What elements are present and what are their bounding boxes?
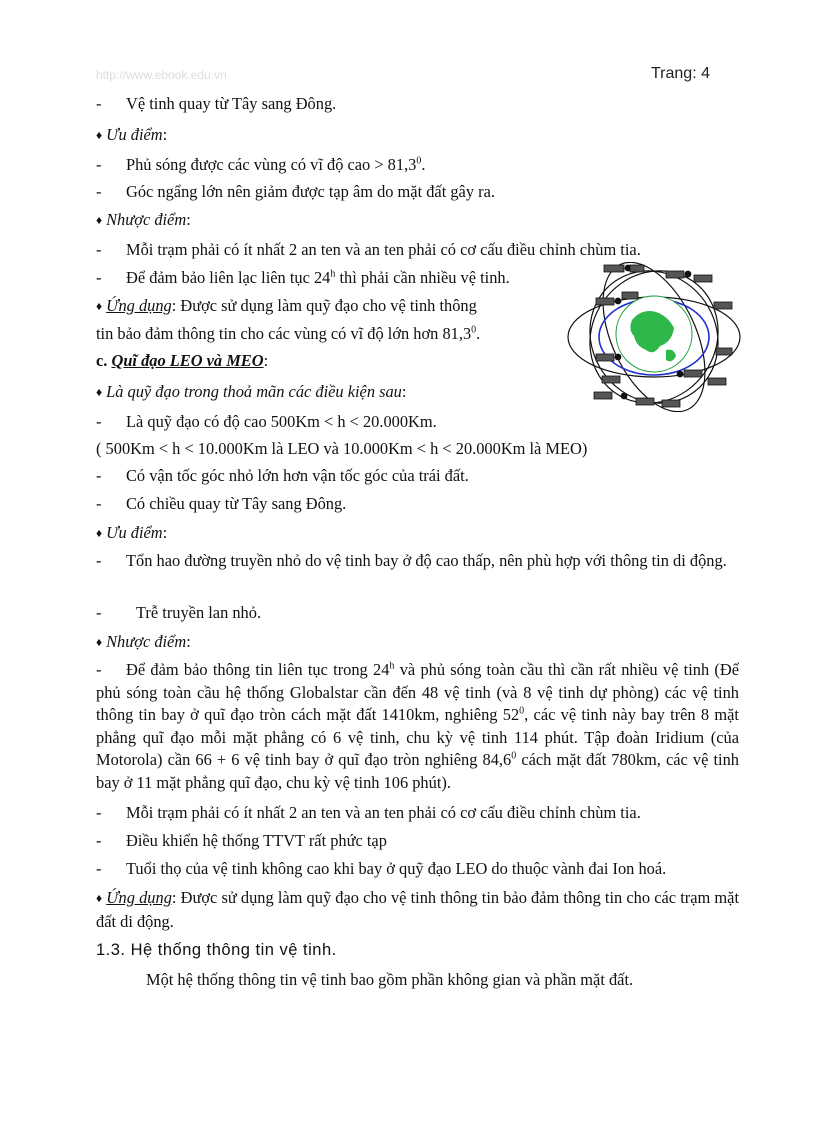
body-paragraph: Một hệ thống thông tin vệ tinh bao gồm phần không gian và phần mặt đất. — [146, 970, 634, 989]
diamond-bullet-icon: ♦ — [96, 891, 103, 905]
satellite-orbits-illustration — [566, 262, 742, 412]
satellite-icon — [596, 354, 614, 361]
satellite-icon — [630, 265, 644, 272]
satellite-icon — [666, 271, 684, 278]
conditions-heading: ♦ Là quỹ đạo trong thoả mãn các điều kiện sau: — [96, 382, 407, 401]
list-item: - Tuổi thọ của vệ tinh không cao khi bay ở quỹ đạo LEO do thuộc vành đai Ion hoá. — [96, 859, 667, 878]
list-item: - Mỗi trạm phải có ít nhất 2 an ten và an ten phải có cơ cấu điều chỉnh chùm tia. — [96, 803, 641, 822]
satellite-icon — [694, 275, 712, 282]
list-item: - Có vận tốc góc nhỏ lớn hơn vận tốc góc của trái đất. — [96, 466, 469, 485]
satellite-icon — [684, 370, 702, 377]
satellite-icon — [596, 298, 614, 305]
application-paragraph: ♦ Ứng dụng: Được sử dụng làm quỹ đạo cho vệ tinh thông tin bảo đảm thông tin cho các trạm mặt đất di động. — [96, 888, 739, 931]
heading-advantages: ♦ Ưu điểm: — [96, 523, 168, 542]
note-line: ( 500Km < h < 10.000Km là LEO và 10.000Km < h < 20.000Km là MEO) — [96, 439, 588, 458]
section-heading-c: c. Quĩ đạo LEO và MEO: — [96, 351, 269, 370]
satellite-icon — [594, 392, 612, 399]
heading-advantages: ♦ Ưu điểm: — [96, 125, 168, 144]
list-item: - Góc ngẩng lớn nên giảm được tạp âm do mặt đất gây ra. — [96, 182, 495, 201]
diamond-bullet-icon: ♦ — [96, 299, 103, 313]
heading-disadvantages: ♦ Nhược điểm: — [96, 210, 191, 229]
diamond-bullet-icon: ♦ — [96, 635, 103, 649]
list-item: - Phủ sóng được các vùng có vĩ độ cao > $81,3^0$. — [96, 155, 426, 174]
satellite-icon — [604, 265, 624, 272]
list-item-paragraph: - Tổn hao đường truyền nhỏ do vệ tinh bay ở độ cao thấp, nên phù hợp với thông tin di động. — [96, 551, 727, 570]
satellite-icon — [636, 398, 654, 405]
satellite-icon — [622, 292, 638, 299]
disadvantage-paragraph: - Để đảm bảo thông tin liên tục trong 24$^h$ và phủ sóng toàn cầu thì cần rất nhiều vệ tinh (Để phủ sóng toàn cầu hệ thống Globalstar cần đến 48 vệ tinh (và 8 vệ tinh dự phòng) các vệ tinh thông tin bay ở quĩ đạo tròn cách mặt đất 1410km, nghiêng $52^0$, các vệ tinh này bay trên 8 mặt phẳng quĩ đạo mỗi mặt phẳng có 6 vệ tinh, chu kỳ vệ tinh 114 phút. Tập đoàn Iridium (của Motorola) cần 66 + 6 vệ tinh bay ở quĩ đạo tròn nghiêng 84,6$^0$ cách mặt đất 780km, các vệ tinh bay ở 11 mặt phẳng quĩ đạo, chu kỳ vệ tinh 106 phút). — [96, 660, 740, 792]
header-url: http://www.ebook.edu.vn — [96, 68, 227, 82]
diamond-bullet-icon: ♦ — [96, 213, 103, 227]
satellite-icon — [716, 348, 732, 355]
application-line-cont: tin bảo đảm thông tin cho các vùng có vĩ độ lớn hơn 81,3$^0$. — [96, 324, 481, 343]
page-number: Trang: 4 — [651, 65, 710, 82]
list-item: - Vệ tinh quay từ Tây sang Đông. — [96, 94, 337, 113]
list-item: - Mỗi trạm phải có ít nhất 2 an ten và an ten phải có cơ cấu điều chỉnh chùm tia. — [96, 240, 641, 259]
satellite-icon — [708, 378, 726, 385]
list-item: - Trễ truyền lan nhỏ. — [96, 603, 262, 622]
heading-disadvantages: ♦ Nhược điểm: — [96, 632, 191, 651]
satellite-icon — [602, 376, 620, 383]
section-title: 1.3. Hệ thống thông tin vệ tinh. — [96, 941, 337, 959]
satellite-icon — [714, 302, 732, 309]
diamond-bullet-icon: ♦ — [96, 385, 103, 399]
list-item: - Để đảm bảo liên lạc liên tục 24$^h$ thì phải cần nhiều vệ tinh. — [96, 268, 510, 287]
diamond-bullet-icon: ♦ — [96, 128, 103, 142]
list-item: - Có chiều quay từ Tây sang Đông. — [96, 494, 347, 513]
list-item: - Điều khiển hệ thống TTVT rất phức tạp — [96, 831, 387, 850]
application-line: ♦ Ứng dụng: Được sử dụng làm quỹ đạo cho vệ tinh thông — [96, 296, 477, 315]
satellite-icon — [662, 400, 680, 407]
diamond-bullet-icon: ♦ — [96, 526, 103, 540]
list-item: - Là quỹ đạo có độ cao 500Km < h < 20.000Km. — [96, 412, 437, 431]
